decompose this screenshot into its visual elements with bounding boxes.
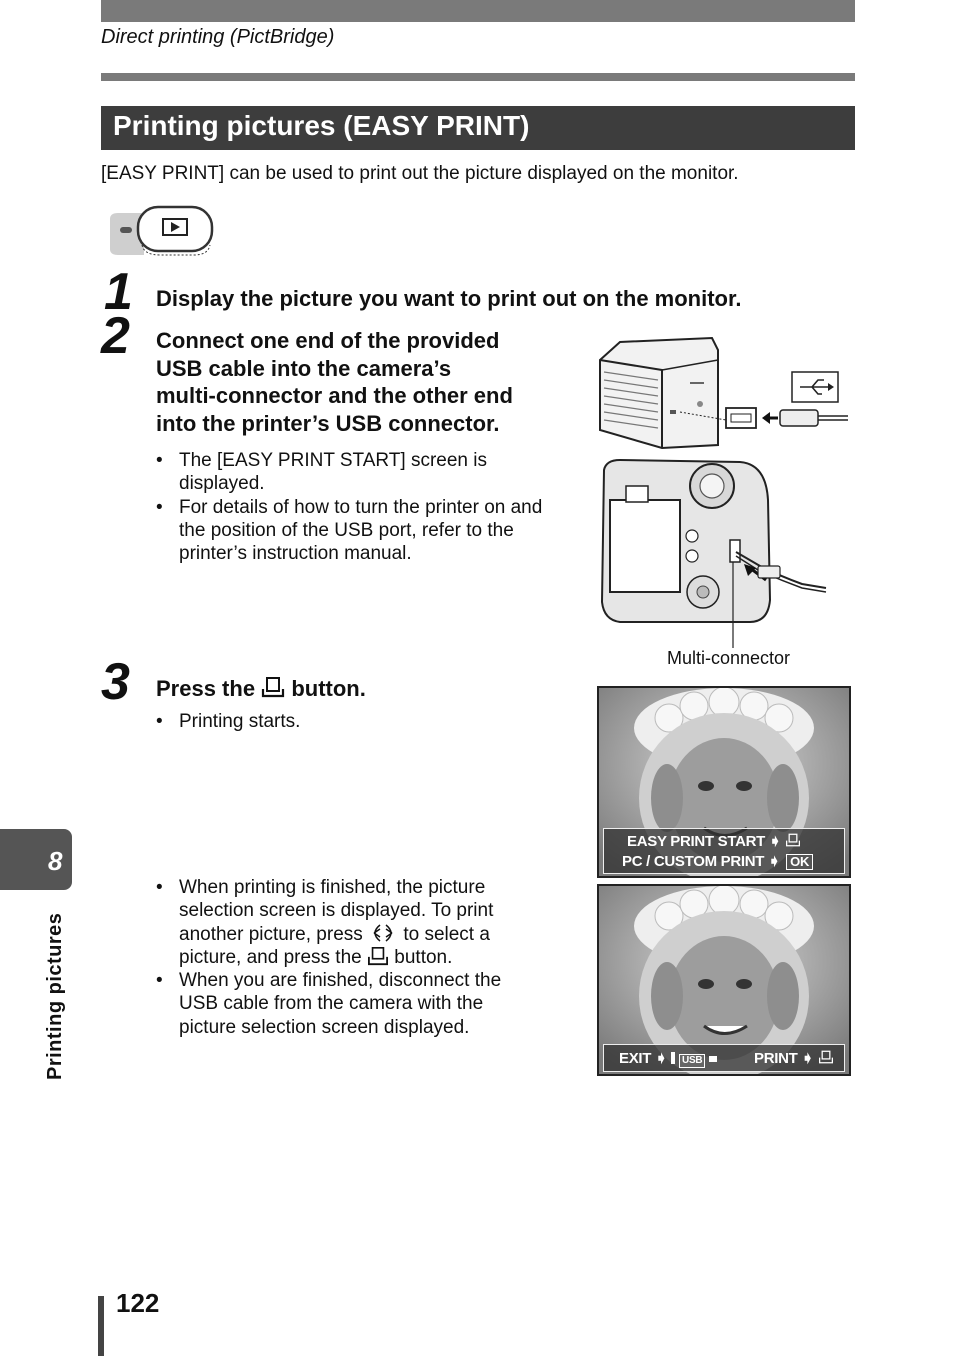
osd-text: PC / CUSTOM PRINT [622,853,765,870]
step-2-number: 2 [101,307,130,365]
page-number-bar [98,1296,104,1356]
step-2-line: multi-connector and the other end [156,383,513,408]
step-3-bullets-top [156,710,536,733]
step-2-line: Connect one end of the provided [156,328,500,353]
step-3-text-before: Press the [156,676,256,701]
usb-icon: USB [679,1054,705,1068]
picture-selection-screen [597,884,851,1076]
cable-plug-icon [709,1056,717,1062]
osd-text: PRINT [754,1050,798,1067]
multi-connector-caption: Multi-connector [667,648,791,668]
step-3-text [156,675,366,703]
print-icon [785,833,801,847]
arrow-right-icon: ➧ [801,1050,814,1067]
step-2-bullets [156,449,546,565]
arrow-right-icon: ➧ [655,1050,668,1067]
pc-custom-print-option [622,852,813,870]
playback-mode-dial-icon [104,205,214,257]
bullet-text: When printing is finished, the picture selection screen is displayed. To print another picture, press [179,877,494,945]
ok-button-icon: OK [786,854,813,870]
step-1-text: Display the picture you want to print out on the monitor. [156,286,742,311]
step-2-line: USB cable into the camera’s [156,355,452,381]
bullet-text: button. [394,946,453,968]
exit-option [619,1049,717,1068]
print-icon [367,946,389,966]
list-item: • The [EASY PRINT START] screen is displayed. [156,449,546,496]
section-title-bar [101,106,855,150]
list-item [156,876,541,969]
chapter-label-container [44,895,74,1085]
bullet-text: to select a picture, and press the [179,923,490,968]
step-3-text-after: button. [291,676,366,701]
step-2-text [156,327,556,437]
list-item: • For details of how to turn the printer on and the position of the USB port, refer to the printer’s instruction manual. [156,496,546,566]
page-number: 122 [116,1288,160,1318]
step-1-number: 1 [104,263,133,321]
chapter-label: Printing pictures [44,912,66,1080]
easy-print-start-option [627,832,801,850]
list-item: • Printing starts. [156,710,536,733]
easy-print-start-screen [597,686,851,878]
header-bar [101,0,855,22]
arrow-right-icon: ➧ [768,853,781,870]
osd-text: EXIT [619,1050,652,1067]
step-3-number: 3 [101,653,130,711]
chapter-number: 8 [48,846,63,876]
list-item: • When you are finished, disconnect the USB cable from the camera with the picture selection screen displayed. [156,969,541,1039]
osd-text: EASY PRINT START [627,833,765,850]
arrow-right-icon: ➧ [768,833,782,850]
print-icon [261,675,285,699]
print-icon [818,1050,834,1064]
printer-camera-connection-illustration [590,330,860,660]
header-rule [101,73,855,81]
section-title: Printing pictures (EASY PRINT) [113,110,530,141]
cable-plug-icon [671,1052,675,1064]
step-3-bullets-bottom [156,876,541,1039]
left-right-arrow-keys-icon [368,923,398,943]
intro-text: [EASY PRINT] can be used to print out the picture displayed on the monitor. [101,163,739,184]
print-option [754,1049,834,1067]
running-head: Direct printing (PictBridge) [101,26,335,48]
step-2-line: into the printer’s USB connector. [156,410,500,436]
